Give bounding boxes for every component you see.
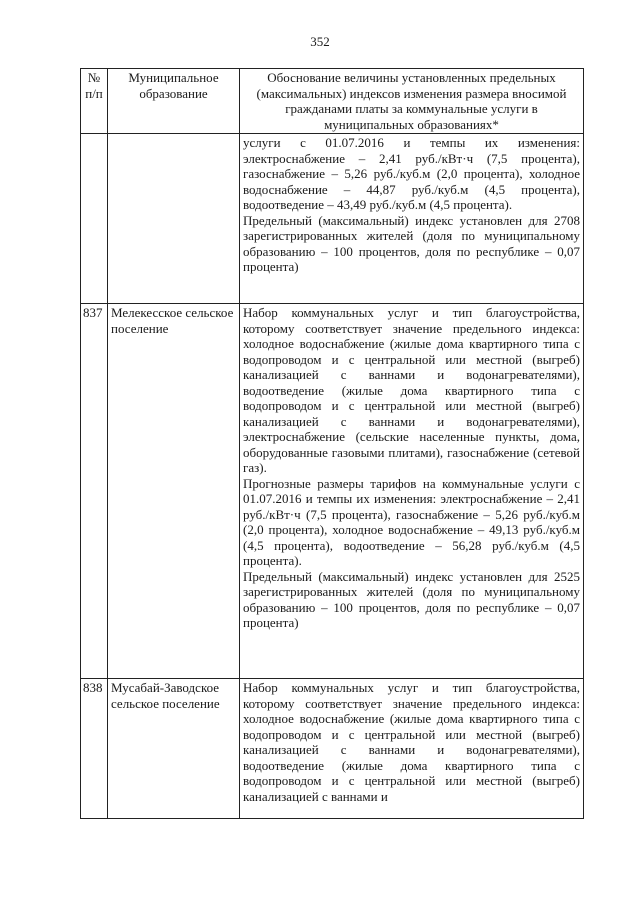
page-number: 352 [310, 34, 330, 49]
row-num: 837 [81, 304, 108, 679]
row-municipality [108, 134, 240, 304]
justification-paragraph: Набор коммунальных услуг и тип благоустройства, которому соответствует значение предельного индекса: холодное водоснабжение (жилые дома квартирного типа с водопроводом и с центральной или местной (выгреб) канализацией с ваннами и водонагревателями), водоотведение (жилые дома квартирного типа с водопроводом и с центральной или местной (выгреб) канализацией с ваннами и [243, 680, 580, 804]
header-justification: Обоснование величины установленных предельных (максимальных) индексов изменения размера вносимой гражданами платы за коммунальные услуги в муниципальных образованиях* [240, 69, 584, 134]
table-row [81, 134, 584, 304]
table-row [81, 679, 584, 819]
row-municipality: Мусабай-Заводское сельское поселение [108, 679, 240, 819]
row-justification [240, 304, 584, 679]
header-municipality: Муниципальное образование [108, 69, 240, 134]
justification-paragraph: Прогнозные размеры тарифов на коммунальные услуги с 01.07.2016 и темпы их изменения: электроснабжение – 2,41 руб./кВт·ч (7,5 процента), газоснабжение – 5,26 руб./куб.м (2,0 процента), холодное водоснабжение – 49,13 руб./куб.м (4,5 процента), водоотведение – 56,28 руб./куб.м (4,5 процента). [243, 475, 580, 568]
row-num [81, 134, 108, 304]
justification-paragraph: Предельный (максимальный) индекс установлен для 2708 зарегистрированных жителей (доля по муниципальному образованию – 100 процентов, доля по республике – 0,07 процента) [243, 212, 580, 274]
row-justification [240, 679, 584, 819]
header-num: № п/п [81, 69, 108, 134]
table-row [81, 304, 584, 679]
row-num: 838 [81, 679, 108, 819]
justification-paragraph: Предельный (максимальный) индекс установлен для 2525 зарегистрированных жителей (доля по муниципальному образованию – 100 процентов, доля по республике – 0,07 процента) [243, 568, 580, 630]
tariff-table [80, 68, 584, 819]
justification-paragraph: Набор коммунальных услуг и тип благоустройства, которому соответствует значение предельного индекса: холодное водоснабжение (жилые дома квартирного типа с водопроводом и с центральной или местной (выгреб) канализацией с ваннами и водонагревателями), водоотведение (жилые дома квартирного типа с водопроводом и с центральной или местной (выгреб) канализацией с ваннами и водонагревателями), электроснабжение (сельские населенные пункты, дома, оборудованные газовыми плитами), газоснабжение (сетевой газ). [243, 305, 580, 475]
row-municipality: Мелекесское сельское поселение [108, 304, 240, 679]
justification-paragraph: услуги с 01.07.2016 и темпы их изменения: электроснабжение – 2,41 руб./кВт·ч (7,5 процента), газоснабжение – 5,26 руб./куб.м (2,0 процента), холодное водоснабжение – 44,87 руб./куб.м (4,5 процента), водоотведение – 43,49 руб./куб.м (4,5 процента). [243, 135, 580, 212]
table-header-row [81, 69, 584, 134]
row-justification [240, 134, 584, 304]
